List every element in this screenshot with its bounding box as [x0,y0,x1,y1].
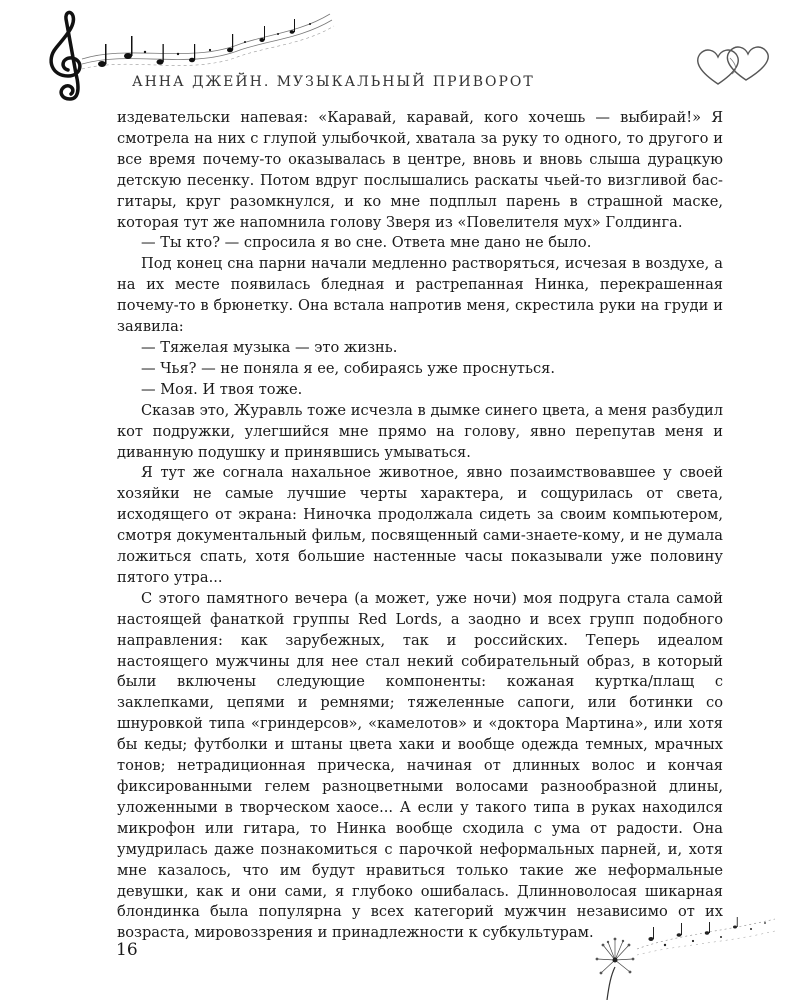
paragraph: издевательски напевая: «Каравай, каравай, кого хочешь — выбирай!» Я смотрела на них с глупой улыбочкой, хватала за руку то одного, то другого и все время почему-то оказывалась в центре, вновь и вновь слыша дурацкую детскую песенку. Потом вдруг послышались раскаты чьей-то визгливой бас-гитары, круг разомкнулся, и ко мне подплыл парень в страшной маске, которая тут же напомнила голову Зверя из «Повелителя мух» Голдинга. [117,109,723,231]
paragraph: — Тяжелая музыка — это жизнь. [141,338,398,356]
running-head: АННА ДЖЕЙН. МУЗЫКАЛЬНЫЙ ПРИВОРОТ [132,74,535,90]
paragraph: — Моя. И твоя тоже. [141,380,303,398]
paragraph: Под конец сна парни начали медленно растворяться, исчезая в воздухе, а на их месте появилась бледная и растрепанная Нинка, перекрашенная почему-то в брюнетку. Она встала напротив меня, скрестила руки на груди и заявила: [117,255,723,336]
paragraph: — Чья? — не поняла я ее, собираясь уже проснуться. [141,359,555,377]
body-text [117,108,723,944]
page-number: 16 [116,940,138,960]
dandelion-icon [575,905,780,1000]
paragraph: Я тут же согнала нахальное животное, явно позаимствовавшее у своей хозяйки не самые лучшие черты характера, и сощурилась от света, исходящего от экрана: Ниночка продолжала сидеть за своим компьютером, смотря документальный фильм, посвященный сами-знаете-кому, и не думала ложиться спать, хотя большие настенные часы показывали уже половину пятого утра... [117,464,723,586]
paragraph: Сказав это, Журавль тоже исчезла в дымке синего цвета, а меня разбудил кот подружки, улегшийся мне прямо на голову, явно перепутав меня и диванную подушку и принявшись умываться. [117,401,723,461]
paragraph: — Ты кто? — спросила я во сне. Ответа мне дано не было. [141,234,592,252]
treble-clef-ornament-icon [40,4,340,114]
hearts-icon [690,40,780,90]
paragraph: С этого памятного вечера (а может, уже ночи) моя подруга стала самой настоящей фанаткой группы Red Lords, а заодно и всех групп подобного направления: как зарубежных, так и российских. Теперь идеалом настоящего мужчины для нее стал некий собирательный образ, в который были включены следующие компоненты: кожаная куртка/плащ с заклепками, цепями и ремнями; тяжеленные сапоги, или ботинки со шнуровкой типа «гриндерсов», «камелотов» и «доктора Мартина», или хотя бы кеды; футболки и штаны цвета хаки и вообще одежда темных, мрачных тонов; нетрадиционная прическа, начиная от длинных волос и кончая фиксированными гелем разноцветными волосами разнообразной длины, уложенными в творческом хаосе... А если у такого типа в руках находился микрофон или гитара, то Нинка вообще сходила с ума от радости. Она умудрилась даже познакомиться с парочкой неформальных парней, и, хотя мне казалось, что им будут нравиться только такие же неформальные девушки, как и они сами, я глубоко ошибалась. Длинноволосая шикарная блондинка была популярна у всех категорий мужчин независимо от их возраста, мировоззрения и принадлежности к субкультурам. [117,589,723,942]
